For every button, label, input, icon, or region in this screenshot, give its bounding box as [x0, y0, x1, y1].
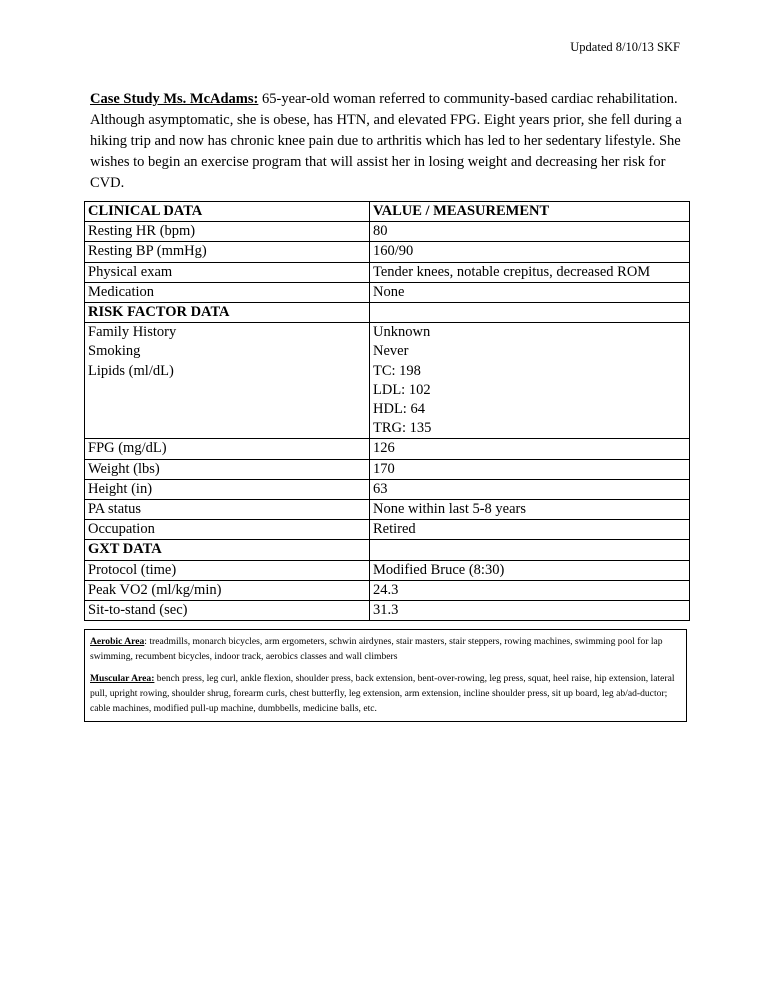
case-study-intro: [90, 89, 690, 194]
row-value: Tender knees, notable crepitus, decreased ROM: [370, 262, 690, 282]
case-study-text: 65-year-old woman referred to community-based cardiac rehabilitation. Although asymptomatic, she is obese, has HTN, and elevated FPG. Eight years prior, she fell during a hiking trip and now has chronic knee pain due to arthritis which has led to her sedentary lifestyle. She wishes to begin an exercise program that will assist her in losing weight and decreasing her risk for CVD.: [90, 91, 682, 191]
aerobic-area-paragraph: [90, 634, 678, 664]
aerobic-area-label: Aerobic Area: [90, 636, 145, 647]
row-value: None: [370, 282, 690, 302]
row-value: 160/90: [370, 242, 690, 262]
table-row: [85, 520, 690, 540]
table-row: [85, 560, 690, 580]
section-label: RISK FACTOR DATA: [85, 303, 370, 323]
row-value: [370, 303, 690, 323]
table-row: [85, 479, 690, 499]
table-row: [85, 222, 690, 242]
table-row-multiline: [85, 323, 690, 439]
muscular-area-label: Muscular Area:: [90, 673, 155, 684]
row-value: 126: [370, 439, 690, 459]
row-value: 63: [370, 479, 690, 499]
row-value-trg: TRG: 135: [373, 420, 432, 437]
table-row: [85, 282, 690, 302]
row-label: FPG (mg/dL): [85, 439, 370, 459]
muscular-area-paragraph: [90, 671, 678, 716]
row-value-multiline: [370, 323, 690, 439]
table-row: [85, 500, 690, 520]
row-value-family-history: Unknown: [373, 324, 431, 341]
row-label-multiline: [85, 323, 370, 439]
row-label: Protocol (time): [85, 560, 370, 580]
row-label-family-history: Family History: [88, 324, 177, 341]
table-row: [85, 601, 690, 621]
clinical-data-header: CLINICAL DATA: [85, 202, 370, 222]
row-value-hdl: HDL: 64: [373, 401, 425, 418]
table-row: [85, 580, 690, 600]
table-row: [85, 439, 690, 459]
table-row: [85, 262, 690, 282]
row-value: None within last 5-8 years: [370, 500, 690, 520]
row-label: Weight (lbs): [85, 459, 370, 479]
row-value: Modified Bruce (8:30): [370, 560, 690, 580]
clinical-data-table: [84, 201, 690, 621]
row-value: Retired: [370, 520, 690, 540]
row-label: Resting HR (bpm): [85, 222, 370, 242]
row-value-smoking: Never: [373, 343, 409, 360]
table-row: [85, 242, 690, 262]
row-value-tc: TC: 198: [373, 362, 421, 379]
section-row-risk-factor: [85, 303, 690, 323]
value-measurement-header: VALUE / MEASUREMENT: [370, 202, 690, 222]
row-label-smoking: Smoking: [88, 343, 141, 360]
row-value: [370, 540, 690, 560]
exercise-areas-box: [84, 629, 687, 722]
aerobic-area-text: : treadmills, monarch bicycles, arm ergometers, schwin airdynes, stair masters, stair steppers, rowing machines, swimming pool for lap swimming, recumbent bicycles, indoor track, aerobics classes and wall climbers: [90, 636, 663, 662]
row-value-ldl: LDL: 102: [373, 381, 431, 398]
row-label: Occupation: [85, 520, 370, 540]
row-value: 170: [370, 459, 690, 479]
section-label: GXT DATA: [85, 540, 370, 560]
table-row: [85, 459, 690, 479]
table-header-row: [85, 202, 690, 222]
row-label: Height (in): [85, 479, 370, 499]
row-label: Resting BP (mmHg): [85, 242, 370, 262]
row-label: Medication: [85, 282, 370, 302]
case-study-label: Case Study Ms. McAdams:: [90, 91, 259, 107]
row-label: PA status: [85, 500, 370, 520]
row-value: 80: [370, 222, 690, 242]
row-value: 31.3: [370, 601, 690, 621]
row-label: Peak VO2 (ml/kg/min): [85, 580, 370, 600]
row-label: Sit-to-stand (sec): [85, 601, 370, 621]
updated-note: Updated 8/10/13 SKF: [570, 40, 680, 54]
row-value: 24.3: [370, 580, 690, 600]
row-label: Physical exam: [85, 262, 370, 282]
section-row-gxt: [85, 540, 690, 560]
muscular-area-text: bench press, leg curl, ankle flexion, shoulder press, back extension, bent-over-rowing, leg press, squat, heel raise, hip extension, lateral pull, upright rowing, shoulder shrug, forearm curls, chest butterfly, leg extension, arm extension, incline shoulder press, sit up board, leg ab/ad-ductor; cable machines, modified pull-up machine, dumbbells, medicine balls, etc.: [90, 673, 675, 714]
row-label-lipids: Lipids (ml/dL): [88, 362, 174, 379]
